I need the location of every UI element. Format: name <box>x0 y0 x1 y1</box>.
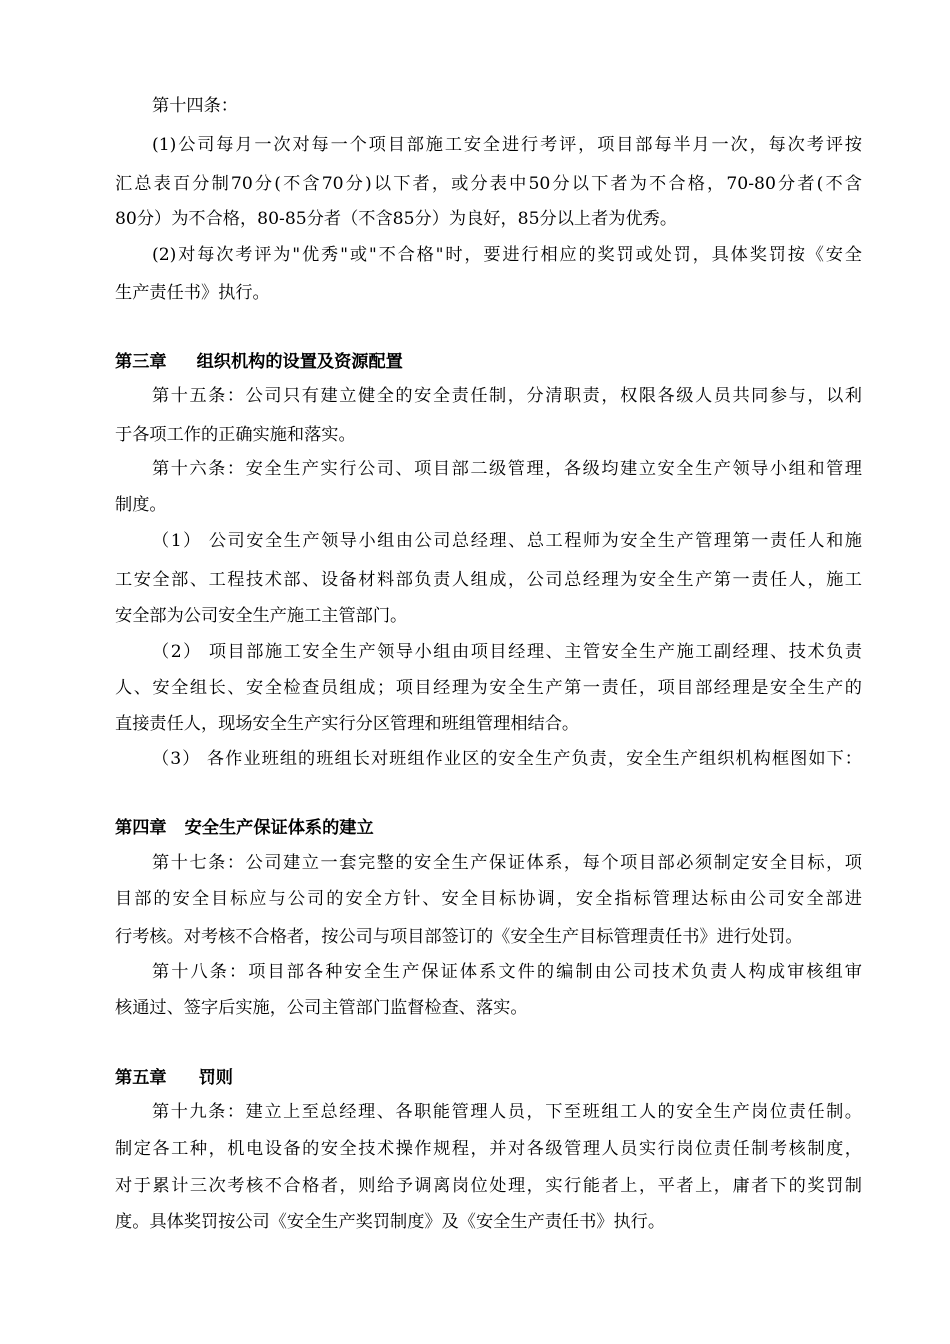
chapter-5-title: 罚则 <box>198 1068 233 1088</box>
article-14-title: 第十四条： <box>152 96 238 116</box>
article-18-line-1: 第十八条：项目部各种安全生产保证体系文件的编制由公司技术负责人构成审核组审 <box>152 962 862 982</box>
chapter-3-title: 组织机构的设置及资源配置 <box>196 352 403 372</box>
article-19-line-2: 制定各工种，机电设备的安全技术操作规程，并对各级管理人员实行岗位责任制考核制度， <box>115 1139 862 1159</box>
article-19-line-4: 度。具体奖罚按公司《安全生产奖罚制度》及《安全生产责任书》执行。 <box>115 1212 666 1232</box>
article-16-item-2-line-2: 人、安全组长、安全检查员组成；项目经理为安全生产第一责任，项目部经理是安全生产的 <box>115 678 862 698</box>
chapter-3-heading <box>115 350 862 374</box>
chapter-3-number: 第三章 <box>115 352 167 372</box>
article-18-line-2: 核通过、签字后实施，公司主管部门监督检查、落实。 <box>115 998 528 1018</box>
article-19-line-3: 对于累计三次考核不合格者，则给予调离岗位处理，实行能者上，平者上，庸者下的奖罚制 <box>115 1176 862 1196</box>
article-16-item-3-line-1: （3） 各作业班组的班组长对班组作业区的安全生产负责，安全生产组织机构框图如下： <box>152 749 862 769</box>
chapter-4-number: 第四章 <box>115 818 167 838</box>
article-19-line-1: 第十九条：建立上至总经理、各职能管理人员，下至班组工人的安全生产岗位责任制。 <box>152 1102 862 1122</box>
chapter-4-heading <box>115 816 862 840</box>
article-14-item-1-line-1: (1)公司每月一次对每一个项目部施工安全进行考评，项目部每半月一次，每次考评按 <box>152 135 862 155</box>
chapter-5-number: 第五章 <box>115 1068 167 1088</box>
article-14-item-1-line-3: 80分）为不合格，80-85分者（不含85分）为良好，85分以上者为优秀。 <box>115 209 678 229</box>
article-17-line-3: 行考核。对考核不合格者，按公司与项目部签订的《安全生产目标管理责任书》进行处罚。 <box>115 927 803 947</box>
article-16-item-1-line-3: 安全部为公司安全生产施工主管部门。 <box>115 606 408 626</box>
article-16-item-1-line-1: （1） 公司安全生产领导小组由公司总经理、总工程师为安全生产管理第一责任人和施 <box>152 531 862 551</box>
article-17-line-1: 第十七条：公司建立一套完整的安全生产保证体系，每个项目部必须制定安全目标，项 <box>152 853 862 873</box>
article-17-line-2: 目部的安全目标应与公司的安全方针、安全目标协调，安全指标管理达标由公司安全部进 <box>115 889 862 909</box>
article-15-line-2: 于各项工作的正确实施和落实。 <box>115 425 356 445</box>
article-15-line-1: 第十五条：公司只有建立健全的安全责任制，分清职责，权限各级人员共同参与，以利 <box>152 386 862 406</box>
chapter-4-title: 安全生产保证体系的建立 <box>184 818 374 838</box>
article-14-item-2-line-2: 生产责任书》执行。 <box>115 283 270 303</box>
article-16-item-2-line-3: 直接责任人，现场安全生产实行分区管理和班组管理相结合。 <box>115 714 580 734</box>
article-16-line-1: 第十六条：安全生产实行公司、项目部二级管理，各级均建立安全生产领导小组和管理 <box>152 459 862 479</box>
article-16-line-2: 制度。 <box>115 495 167 515</box>
article-14-item-1-line-2: 汇总表百分制70分(不含70分)以下者，或分表中50分以下者为不合格，70-80分者(不含 <box>115 174 862 194</box>
article-14-item-2-line-1: (2)对每次考评为"优秀"或"不合格"时，要进行相应的奖罚或处罚，具体奖罚按《安全 <box>152 245 862 265</box>
article-16-item-2-line-1: （2） 项目部施工安全生产领导小组由项目经理、主管安全生产施工副经理、技术负责 <box>152 642 862 662</box>
article-16-item-1-line-2: 工安全部、工程技术部、设备材料部负责人组成，公司总经理为安全生产第一责任人，施工 <box>115 570 862 590</box>
chapter-5-heading <box>115 1066 862 1090</box>
